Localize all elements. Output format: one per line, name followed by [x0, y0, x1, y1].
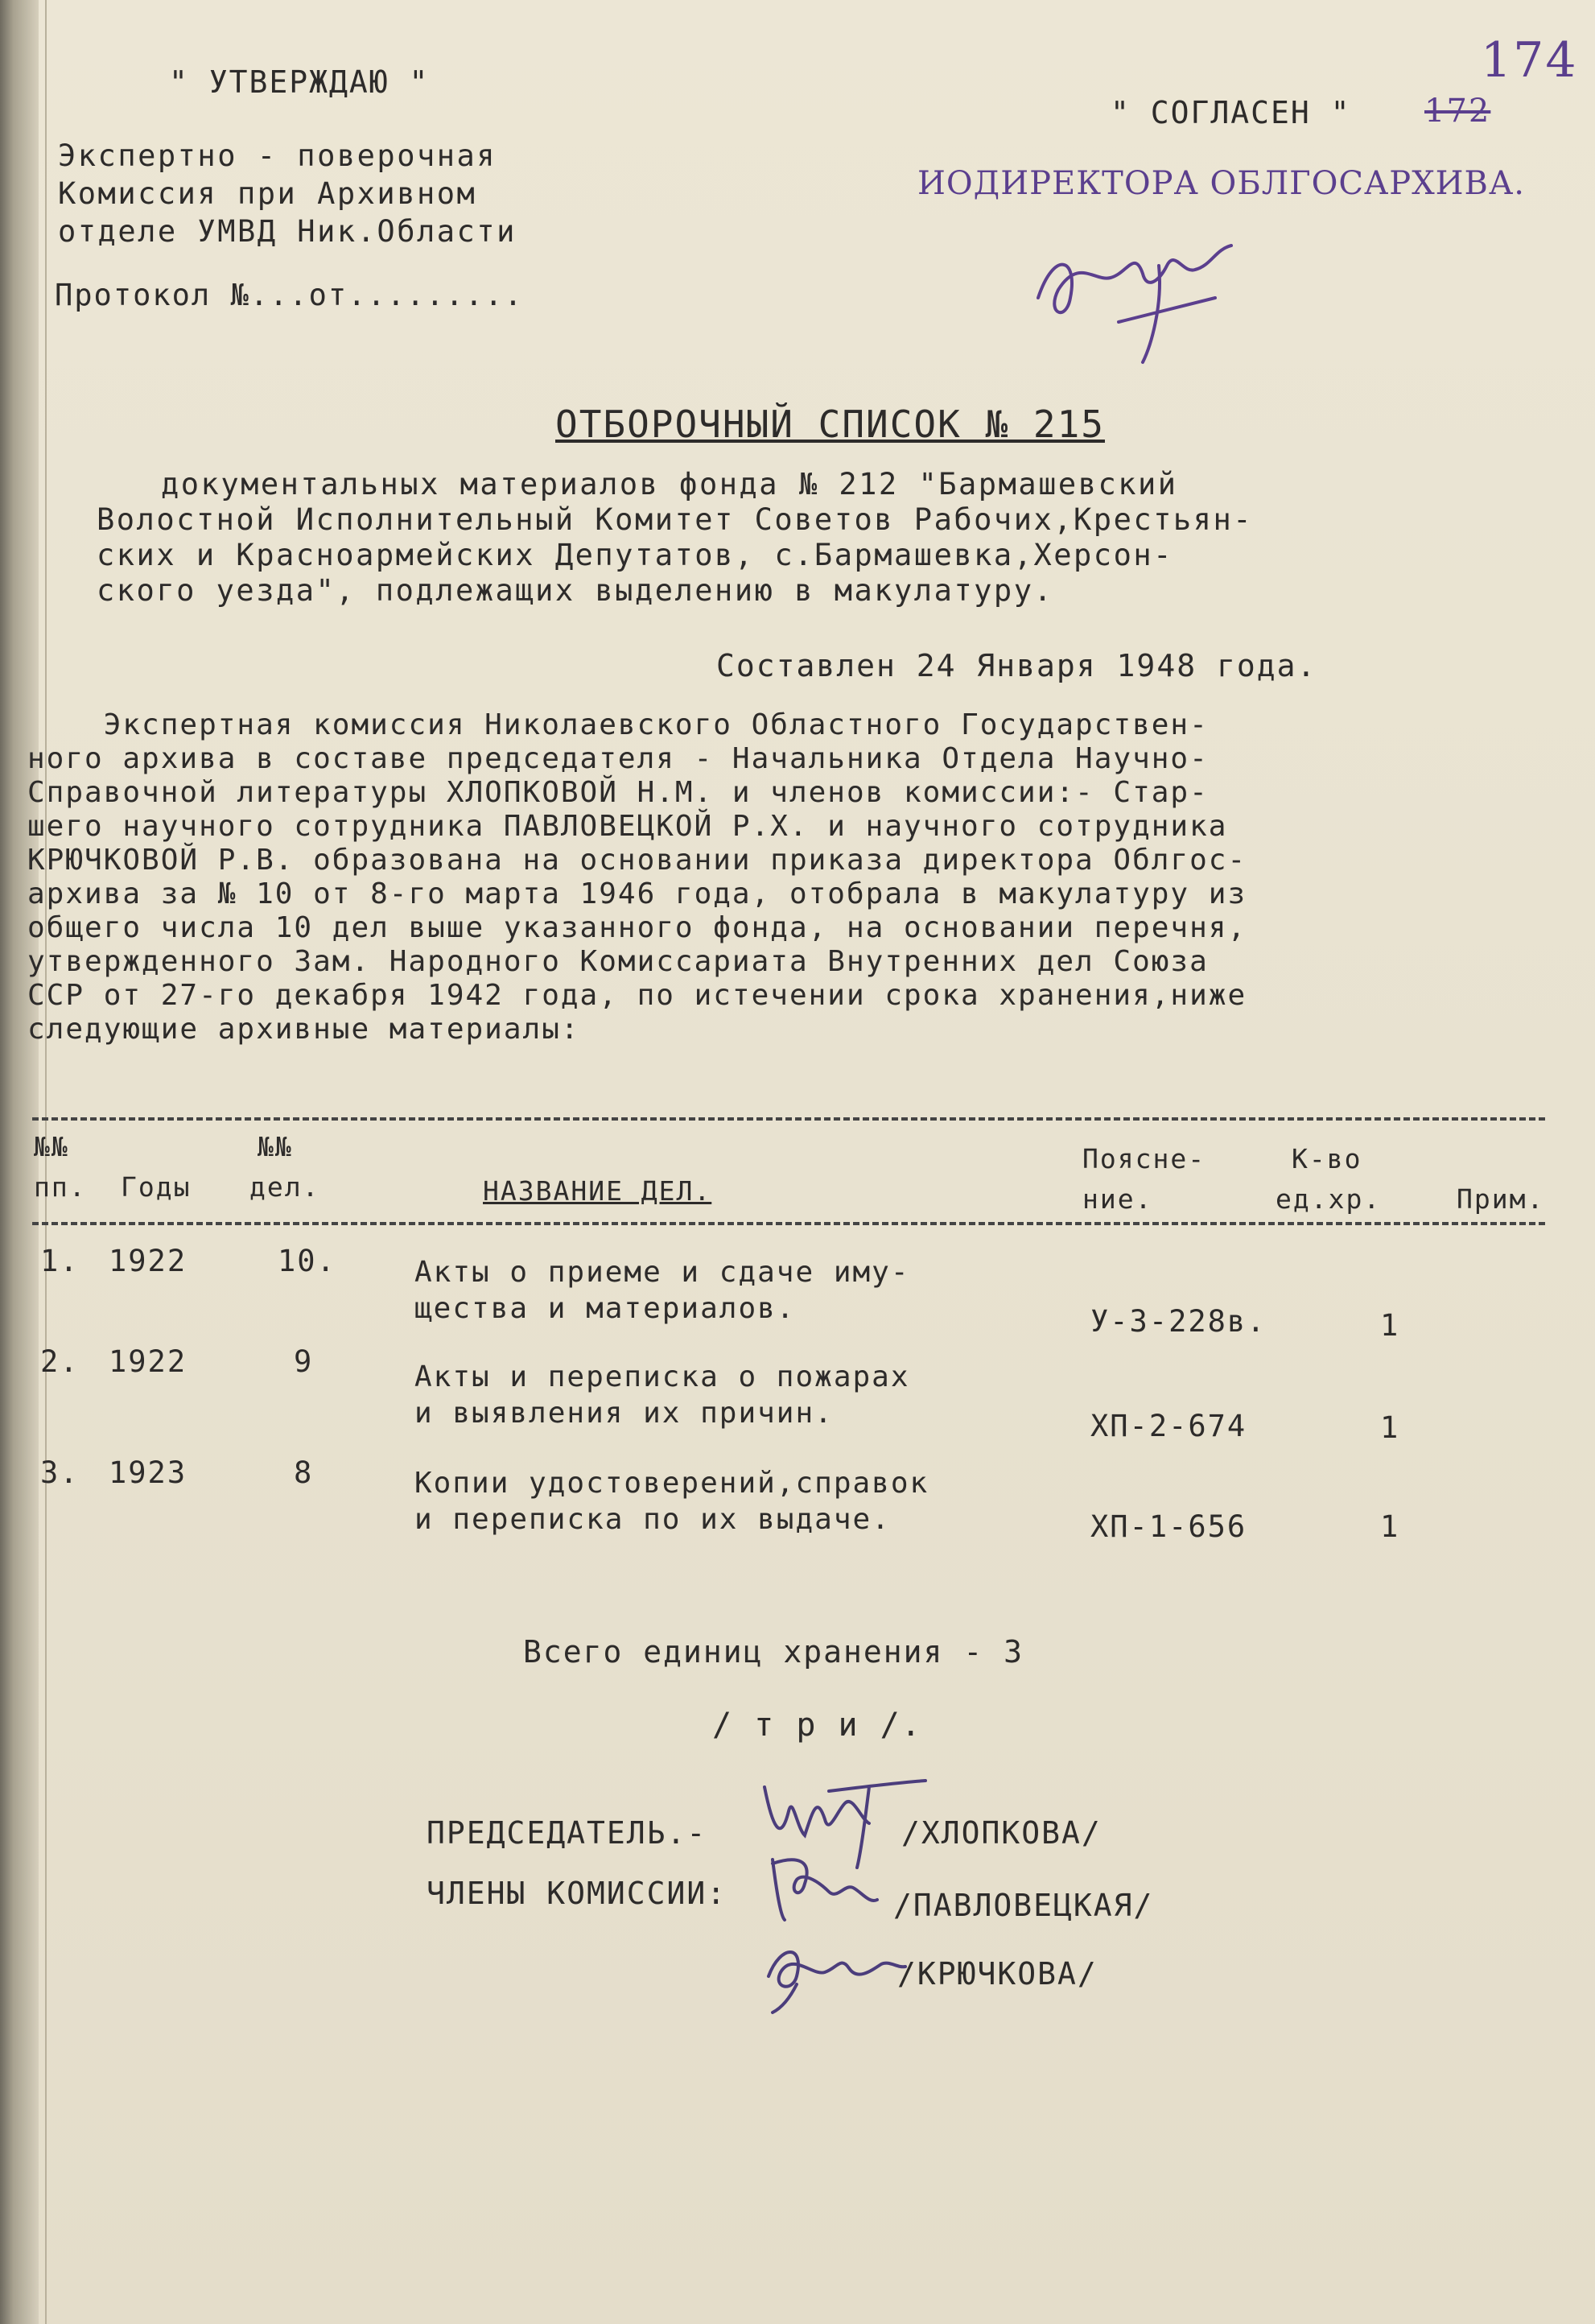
row-files: 8	[294, 1455, 314, 1490]
consent-heading: " СОГЛАСЕН "	[1111, 95, 1351, 130]
header-name: НАЗВАНИЕ ДЕЛ.	[483, 1175, 712, 1207]
header-count: К-во	[1292, 1143, 1362, 1174]
row-title: Акты о приеме и сдаче иму-	[414, 1256, 910, 1289]
approval-line: Комиссия при Архивном	[58, 176, 477, 211]
approval-block	[58, 137, 517, 250]
member-2-name: /КРЮЧКОВА/	[897, 1956, 1098, 1992]
row-year: 1923	[109, 1455, 188, 1490]
body-line: КРЮЧКОВОЙ Р.В. образована на основании приказа директора Облгос-	[27, 844, 1247, 877]
body-paragraph	[27, 708, 1247, 1046]
row-num: 2.	[40, 1344, 80, 1379]
row-files: 10.	[278, 1244, 336, 1278]
member-1-name: /ПАВЛОВЕЦКАЯ/	[893, 1888, 1154, 1923]
subtitle-line: ских и Красноармейских Депутатов, с.Бармашевка,Херсон-	[97, 538, 1173, 572]
header-years: Годы	[121, 1171, 192, 1203]
body-line: Справочной литературы ХЛОПКОВОЙ Н.М. и членов комиссии:- Стар-	[27, 776, 1209, 809]
row-title: и выявления их причин.	[414, 1397, 834, 1430]
row-year: 1922	[109, 1244, 188, 1278]
table-top-rule	[32, 1117, 1545, 1121]
total-words: / т р и /.	[712, 1707, 922, 1744]
row-note: ХП-2-674	[1090, 1409, 1247, 1443]
body-line: утвержденного Зам. Народного Комиссариата Внутренних дел Союза	[27, 945, 1209, 978]
member-2-signature	[748, 1928, 917, 2016]
binding-edge	[0, 0, 39, 2324]
table-header-rule	[32, 1222, 1545, 1225]
header-remark: Прим.	[1457, 1183, 1545, 1215]
header-num: №№	[34, 1131, 69, 1162]
consent-line: ИОДИРЕКТОРА ОБЛГОСАРХИВА.	[917, 165, 1525, 202]
header-files: №№	[258, 1131, 293, 1162]
row-title: Копии удостоверений,справок	[414, 1467, 929, 1500]
row-note: ХП-1-656	[1090, 1509, 1247, 1544]
row-count: 1	[1380, 1509, 1400, 1544]
row-title: и переписка по их выдаче.	[414, 1503, 891, 1536]
director-signature	[1022, 201, 1263, 370]
header-files-sub: дел.	[249, 1171, 320, 1203]
row-files: 9	[294, 1344, 314, 1379]
row-title: Акты и переписка о пожарах	[414, 1360, 910, 1393]
header-note-sub: ние.	[1082, 1183, 1153, 1215]
subtitle-line: документальных материалов фонда № 212 "Бармашевский	[161, 467, 1178, 502]
total-line: Всего единиц хранения - 3	[523, 1634, 1024, 1670]
body-line: архива за № 10 от 8-го марта 1946 года, отобрала в макулатуру из	[27, 877, 1247, 910]
page-number: 174	[1481, 32, 1578, 89]
row-year: 1922	[109, 1344, 188, 1379]
subtitle-line: ского уезда", подлежащих выделению в макулатуру.	[97, 573, 1054, 608]
members-label: ЧЛЕНЫ КОМИССИИ:	[427, 1876, 727, 1911]
protocol-line: Протокол №...от.........	[55, 278, 524, 312]
subtitle-block	[97, 467, 1254, 609]
approval-line: Экспертно - поверочная	[58, 138, 497, 173]
header-num-sub: пп.	[34, 1171, 87, 1203]
chair-label: ПРЕДСЕДАТЕЛЬ.-	[427, 1815, 707, 1851]
body-line: общего числа 10 дел выше указанного фонда, на основании перечня,	[27, 911, 1247, 944]
header-note: Поясне-	[1082, 1143, 1206, 1174]
body-line: ССР от 27-го декабря 1942 года, по истечении срока хранения,ниже	[27, 979, 1247, 1012]
row-num: 3.	[40, 1455, 80, 1490]
row-num: 1.	[40, 1244, 80, 1278]
member-1-signature	[756, 1843, 901, 1932]
row-count: 1	[1380, 1410, 1400, 1445]
document-title: ОТБОРОЧНЫЙ СПИСОК № 215	[555, 402, 1105, 446]
body-line: ного архива в составе председателя - Начальника Отдела Научно-	[27, 742, 1209, 775]
compiled-date: Составлен 24 Января 1948 года.	[716, 648, 1317, 683]
row-note: У-3-228в.	[1090, 1304, 1267, 1339]
body-line: шего научного сотрудника ПАВЛОВЕЦКОЙ Р.Х. и научного сотрудника	[27, 810, 1228, 843]
header-count-sub: ед.хр.	[1276, 1183, 1382, 1215]
row-title: щества и материалов.	[414, 1292, 796, 1325]
body-line: следующие архивные материалы:	[27, 1013, 580, 1046]
approval-line: отделе УМВД Ник.Области	[58, 214, 517, 249]
approval-heading: " УТВЕРЖДАЮ "	[169, 64, 430, 100]
page-number-struck: 172	[1424, 93, 1491, 130]
chair-name: /ХЛОПКОВА/	[901, 1815, 1102, 1851]
subtitle-line: Волостной Исполнительный Комитет Советов Рабочих,Крестьян-	[97, 502, 1254, 537]
body-line: Экспертная комиссия Николаевского Областного Государствен-	[27, 708, 1209, 741]
row-count: 1	[1380, 1308, 1400, 1343]
